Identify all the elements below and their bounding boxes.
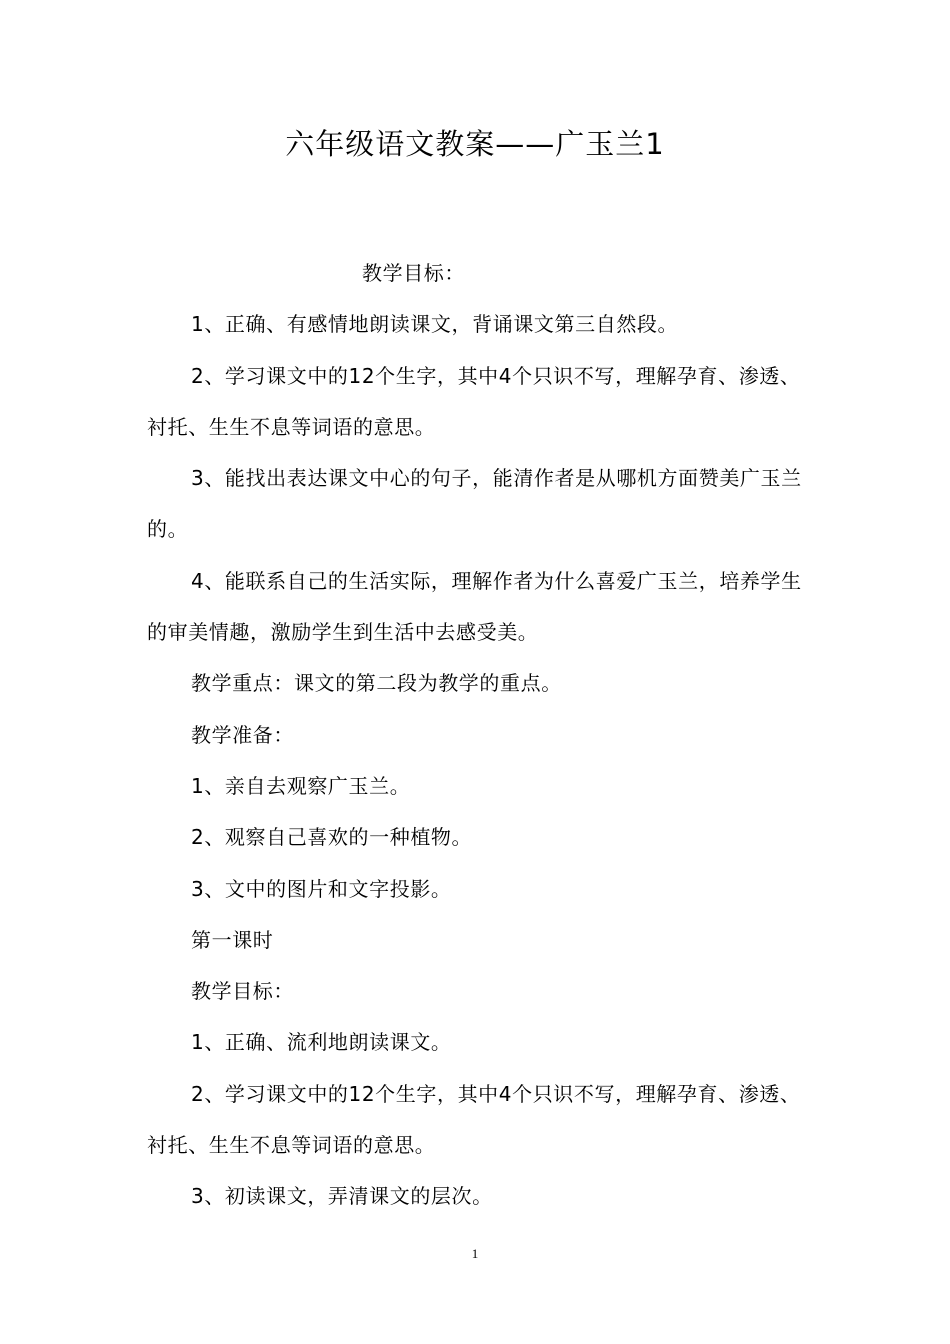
document-title: 六年级语文教案——广玉兰1	[285, 127, 665, 161]
preparation-item-2: 2、观察自己喜欢的一种植物。	[191, 825, 473, 850]
teaching-focus: 教学重点：课文的第二段为教学的重点。	[191, 671, 562, 696]
preparation-item-1: 1、亲自去观察广玉兰。	[191, 773, 411, 798]
preparation-item-3: 3、文中的图片和文字投影。	[191, 876, 452, 901]
goal-item-1: 1、正确、有感情地朗读课文，背诵课文第三自然段。	[191, 312, 679, 337]
goal-item-3: 3、能找出表达课文中心的句子，能清作者是从哪机方面赞美广玉兰的。	[147, 466, 802, 542]
lesson-goal-item-3: 3、初读课文，弄清课文的层次。	[191, 1184, 493, 1209]
document-body	[147, 248, 812, 1223]
goal-item-2: 2、学习课文中的12个生字，其中4个只识不写，理解孕育、渗透、衬托、生生不息等词语的意思。	[147, 363, 801, 439]
lesson-heading: 第一课时	[191, 927, 274, 952]
lesson-goal-item-1: 1、正确、流利地朗读课文。	[191, 1030, 452, 1055]
section-heading-teaching-goals: 教学目标：	[362, 261, 465, 285]
section-heading-preparation: 教学准备：	[191, 722, 294, 747]
page-number: 1	[471, 1246, 479, 1261]
goal-item-4: 4、能联系自己的生活实际，理解作者为什么喜爱广玉兰，培养学生的审美情趣，激励学生到生活中去感受美。	[147, 568, 802, 645]
lesson-goal-item-2: 2、学习课文中的12个生字，其中4个只识不写，理解孕育、渗透、衬托、生生不息等词语的意思。	[147, 1081, 801, 1158]
section-heading-lesson-goals: 教学目标：	[191, 979, 294, 1004]
